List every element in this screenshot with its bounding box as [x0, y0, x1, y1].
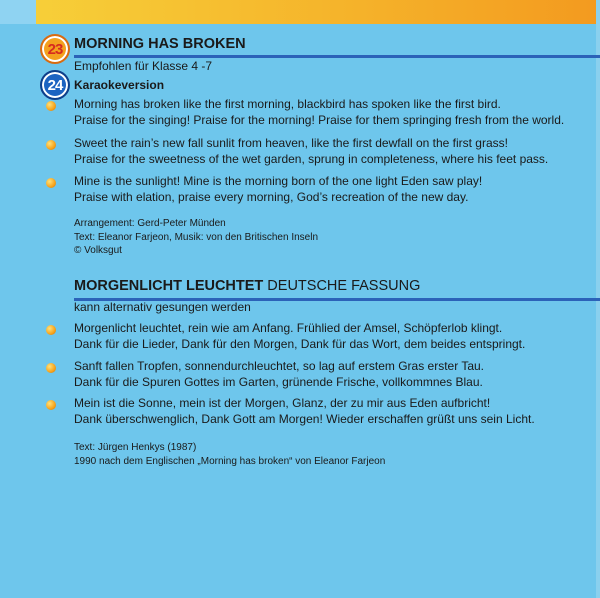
- song1-verse-2: [74, 135, 594, 167]
- verse-line: Dank für die Spuren Gottes im Garten, grünende Frische, vollkommnes Blau.: [74, 375, 483, 389]
- top-color-band: [0, 0, 600, 24]
- credit-line: Text: Jürgen Henkys (1987): [74, 442, 197, 453]
- song1-title: MORNING HAS BROKEN: [74, 36, 246, 52]
- song2-verse-3: [74, 395, 594, 427]
- song1-verse-3: [74, 173, 594, 205]
- song2-title-suffix: DEUTSCHE FASSUNG: [267, 278, 421, 294]
- verse-bullet-icon: [46, 101, 56, 111]
- song2-heading: [74, 277, 600, 301]
- track-23-badge-wrap: [40, 34, 70, 64]
- credit-line: 1990 nach dem Englischen „Morning has broken“ von Eleanor Farjeon: [74, 455, 386, 467]
- karaoke-label: Karaokeversion: [74, 78, 165, 92]
- track-24-badge: 24: [40, 70, 70, 100]
- song1-verse-1: [74, 96, 594, 128]
- top-band-left-strip: [0, 0, 36, 24]
- song2-credits: [74, 441, 385, 468]
- verse-line: Mine is the sunlight! Mine is the morning born of the one light Eden saw play!: [74, 174, 483, 188]
- verse-line: Morgenlicht leuchtet, rein wie am Anfang. Frühlied der Amsel, Schöpferlob klingt.: [74, 321, 503, 335]
- verse-line: Morning has broken like the first morning, blackbird has spoken like the first bird.: [74, 97, 501, 111]
- credit-line: Text: Eleanor Farjeon, Musik: von den Britischen Inseln: [74, 231, 319, 243]
- song2-subtitle: kann alternativ gesungen werden: [74, 300, 251, 314]
- verse-line: Praise for the singing! Praise for the morning! Praise for them springing fresh from the world.: [74, 113, 565, 127]
- verse-bullet-icon: [46, 178, 56, 188]
- verse-line: Mein ist die Sonne, mein ist der Morgen, Glanz, der zu mir aus Eden aufbricht!: [74, 396, 491, 410]
- verse-bullet-icon: [46, 400, 56, 410]
- song1-credits: [74, 217, 318, 258]
- verse-line: Praise for the sweetness of the wet garden, sprung in completeness, where his feet pass.: [74, 152, 549, 166]
- track-23-badge: 23: [40, 34, 70, 64]
- song2-verse-2: [74, 358, 594, 390]
- verse-bullet-icon: [46, 140, 56, 150]
- verse-line: Dank überschwenglich, Dank Gott am Morgen! Wieder erschaffen grüßt uns sein Licht.: [74, 412, 535, 426]
- song1-subtitle: Empfohlen für Klasse 4 -7: [74, 59, 213, 73]
- song2-verse-1: [74, 320, 594, 352]
- song1-title-underline: [74, 55, 600, 58]
- song2-title: MORGENLICHT LEUCHTET: [74, 278, 264, 294]
- verse-bullet-icon: [46, 363, 56, 373]
- track-24-badge-wrap: [40, 70, 70, 100]
- verse-line: Praise with elation, praise every morning, God’s recreation of the new day.: [74, 190, 469, 204]
- verse-line: Dank für die Lieder, Dank für den Morgen, Dank für das Wort, dem beides entspringt.: [74, 337, 526, 351]
- verse-line: Sanft fallen Tropfen, sonnendurchleuchtet, so lag auf erstem Gras erster Tau.: [74, 359, 485, 373]
- verse-line: Sweet the rain’s new fall sunlit from heaven, like the first dewfall on the first grass!: [74, 136, 508, 150]
- credit-line: © Volksgut: [74, 245, 122, 256]
- verse-bullet-icon: [46, 325, 56, 335]
- credit-line: Arrangement: Gerd-Peter Münden: [74, 218, 226, 229]
- song1-heading: [74, 36, 600, 58]
